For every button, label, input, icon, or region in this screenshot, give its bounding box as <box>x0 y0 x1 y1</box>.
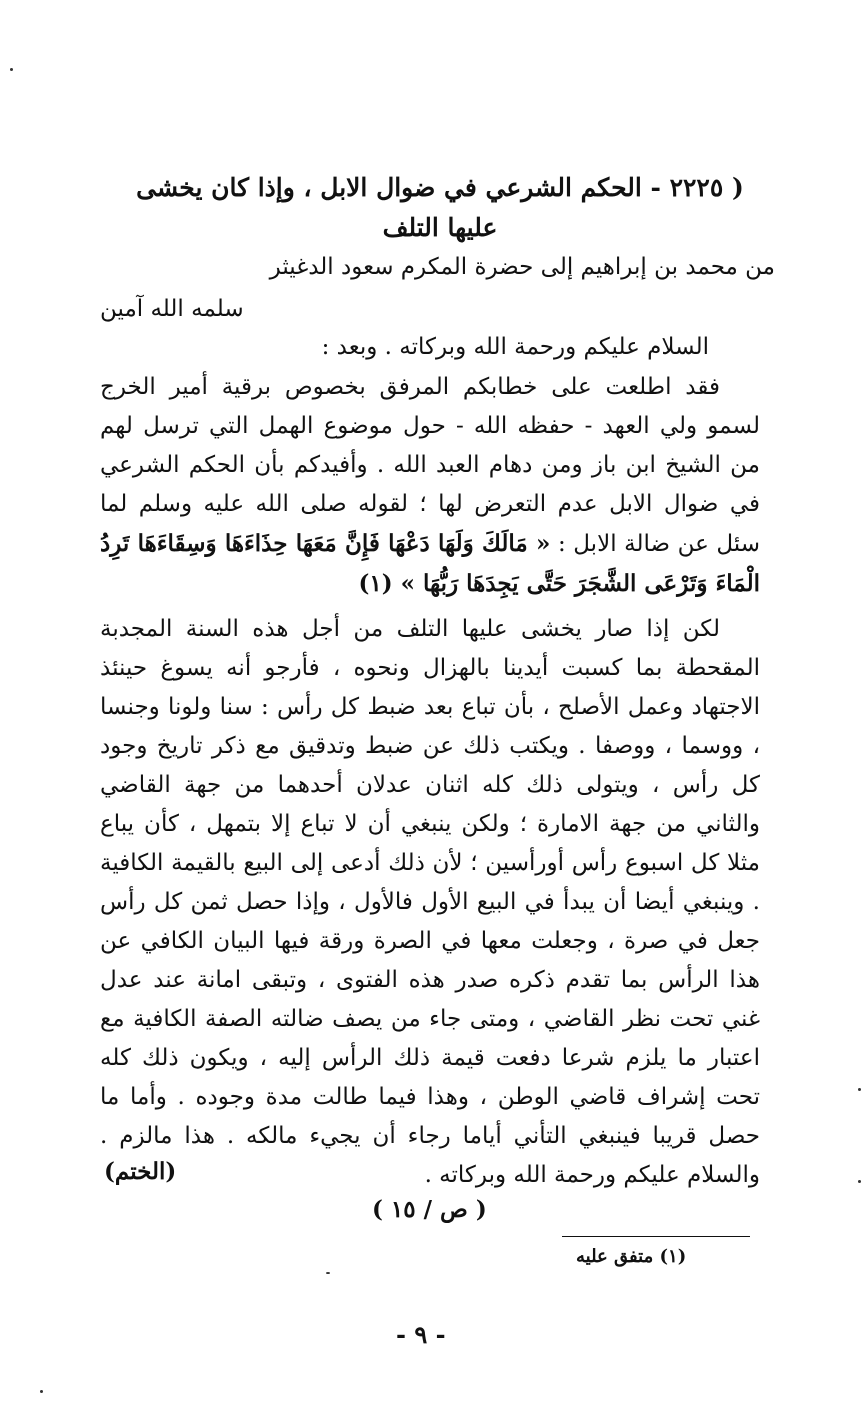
greeting-line: السلام عليكم ورحمة الله وبركاته . وبعد : <box>321 334 709 360</box>
sender-line: من محمد بن إبراهيم إلى حضرة المكرم سعود الدغيثر <box>269 254 775 280</box>
paragraph-1 <box>100 368 760 604</box>
scan-speck <box>858 1088 861 1091</box>
paragraph-1-text: فقد اطلعت على خطابكم المرفق بخصوص برقية أمير الخرج لسمو ولي العهد - حفظه الله - حول موضوع الهمل التي ترسل لهم من الشيخ ابن باز ومن دهام العبد الله . وأفيدكم بأن الحكم الشرعي في ضوال الابل عدم التعرض لها ؛ لقوله صلى الله عليه وسلم لما سئل عن ضالة الابل : <box>100 374 761 557</box>
scan-speck <box>40 1390 43 1393</box>
footnote: (١) متفق عليه <box>576 1246 687 1267</box>
paragraph-2-text: لكن إذا صار يخشى عليها التلف من أجل هذه السنة المجدبة المقحطة بما كسبت أيدينا بالهزال ونحوه ، فأرجو أنه يسوغ حينئذ الاجتهاد وعمل الأصلح ، بأن تباع بعد ضبط كل رأس : سنا ولونا وجنسا ، ووسما ، ووصفا . ويكتب ذلك عن ضبط وتدقيق مع ذكر تاريخ وجود كل رأس ، ويتولى ذلك كله اثنان عدلان أحدهما من جهة القاضي والثاني من جهة الامارة ؛ ولكن ينبغي أن لا تباع إلا بتمهل ، كأن يباع مثلا كل اسبوع رأس أورأسين ؛ لأن ذلك أدعى إلى البيع بالقيمة الكافية . وينبغي أيضا أن يبدأ في البيع الأول فالأول ، وإذا حصل ثمن كل رأس جعل في صرة ، وجعلت معها في الصرة ورقة فيها البيان الكافي عن هذا الرأس بما تقدم ذكره صدر هذه الفتوى ، وتبقى امانة عند عدل غني تحت نظر القاضي ، ومتى جاء من يصف ضالته الصفة الكافية مع اعتبار ما يلزم شرعا دفعت قيمة ذلك الرأس إليه ، ويكون ذلك كله تحت إشراف قاضي الوطن ، وهذا فيما طالت مدة وجوده . وأما ما حصل قريبا فينبغي التأني أياما رجاء أن يجيء مالكه . هذا مالزم . والسلام عليكم ورحمة الله وبركاته . <box>100 616 760 1188</box>
page-reference: ( ص / ١٥ ) <box>372 1196 487 1223</box>
seal-mark: (الختم) <box>104 1158 177 1185</box>
page-number: - ٩ - <box>396 1320 446 1349</box>
paragraph-2 <box>100 610 760 1195</box>
hadith-quote: « مَالَكَ وَلَهَا دَعْهَا فَإِنَّ مَعَهَا حِذَاءَهَا وَسِقَاءَهَا تَرِدُ الْمَاءَ وَتَرْعَى الشَّجَرَ حَتَّى يَجِدَهَا رَبُّهَا » (١) <box>100 530 760 597</box>
salutation-line: سلمه الله آمين <box>100 296 244 322</box>
document-title: ( ٢٢٢٥ - الحكم الشرعي في ضوال الابل ، وإذا كان يخشى عليها التلف <box>136 173 744 242</box>
footnote-divider <box>562 1236 750 1237</box>
scan-speck <box>10 68 13 71</box>
scan-speck <box>858 1180 861 1183</box>
scan-speck <box>326 1272 330 1274</box>
